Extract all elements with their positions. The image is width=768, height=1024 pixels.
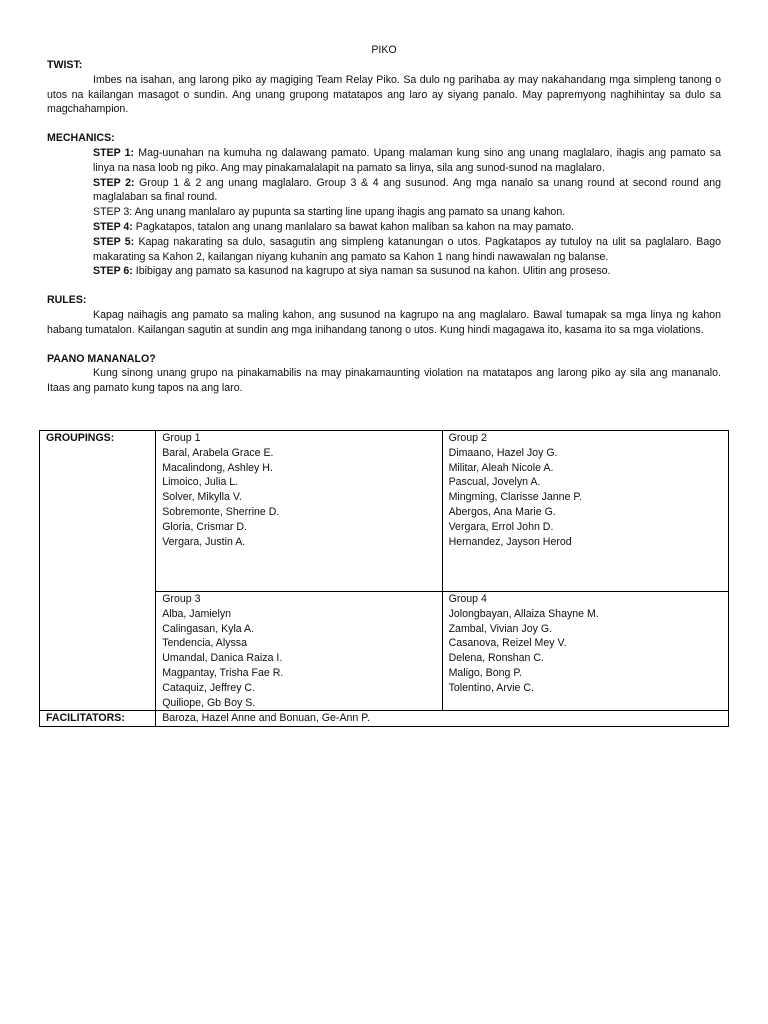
list-item: Baral, Arabela Grace E. — [162, 446, 274, 459]
facilitators-names: Baroza, Hazel Anne and Bonuan, Ge-Ann P. — [156, 711, 729, 727]
list-item: Hernandez, Jayson Herod — [448, 535, 572, 548]
list-item: Tolentino, Arvie C. — [448, 681, 534, 694]
list-item: Dimaano, Hazel Joy G. — [448, 446, 558, 459]
win-text: Kung sinong unang grupo na pinakamabilis na may pinakamaunting violation na matatapos ang larong piko ay sila ang mananalo. Itaas ang pamato kung tapos na ang laro. — [47, 367, 721, 395]
twist-heading: TWIST: — [47, 59, 83, 71]
list-item: Zambal, Vivian Joy G. — [448, 622, 553, 635]
win-heading: PAANO MANANALO? — [47, 352, 156, 365]
list-item: Umandal, Danica Raiza I. — [162, 652, 283, 665]
rules-heading: RULES: — [47, 294, 87, 307]
group-3-cell — [156, 592, 442, 711]
step-text: Pagkatapos, tatalon ang unang manlalaro sa bawat kahon maliban sa kahon na may pamato. — [135, 220, 574, 233]
group-4-cell — [442, 592, 728, 711]
step-label: STEP 2: — [93, 176, 135, 189]
group-name: Group 1 — [162, 432, 201, 444]
table-row — [40, 431, 729, 592]
list-item: Mingming, Clarisse Janne P. — [448, 491, 583, 504]
list-item: Gloria, Crismar D. — [162, 520, 247, 533]
list-item: Solver, Mikylla V. — [162, 491, 242, 504]
spacer — [47, 338, 721, 352]
list-item: Maligo, Bong P. — [448, 666, 522, 679]
step-label: STEP 4: — [93, 220, 133, 233]
step-3 — [93, 205, 721, 220]
mechanics-heading: MECHANICS: — [47, 132, 115, 145]
step-label: STEP 5: — [93, 235, 135, 248]
group-name: Group 2 — [448, 432, 487, 444]
step-text: Kapag nakarating sa dulo, sasagutin ang simpleng katanungan o utos. Pagkatapos ay tutuloy na ulit sa paglalaro. Bago makarating sa Kahon 2, kailangan niyang kuhanin ang pamato sa Kahon 1 nang hindi nawawalan ng balanse. — [93, 235, 721, 263]
group-name: Group 3 — [162, 593, 201, 605]
list-item: Vergara, Errol John D. — [448, 520, 554, 533]
list-item: Abergos, Ana Marie G. — [448, 505, 556, 518]
step-text: Ibibigay ang pamato sa kasunod na kagrupo at siya naman sa susunod na kahon. Ulitin ang proseso. — [135, 265, 611, 278]
list-item: Cataquiz, Jeffrey C. — [162, 681, 256, 694]
group-2-cell — [442, 431, 728, 592]
list-item: Casanova, Reizel Mey V. — [448, 637, 567, 650]
group-name: Group 4 — [448, 593, 487, 605]
list-item: Pascual, Jovelyn A. — [448, 476, 541, 489]
list-item: Macalindong, Ashley H. — [162, 461, 273, 474]
document-title: PIKO — [371, 44, 397, 56]
step-label: STEP 1: — [93, 146, 135, 159]
list-item: Tendencia, Alyssa — [162, 637, 247, 650]
twist-text: Imbes na isahan, ang larong piko ay magiging Team Relay Piko. Sa dulo ng parihaba ay may nakahandang mga simpleng tanong o utos na kailangan masagot o sundin. Ang unang grupong matatapos ang laro ay siyang panalo. May papremyong naghihintay sa dulo sa magchahampion. — [47, 73, 721, 116]
facilitators-label: FACILITATORS: — [40, 711, 156, 727]
step-label: STEP 6: — [93, 265, 133, 278]
groupings-table — [39, 430, 729, 727]
step-2 — [93, 176, 721, 206]
step-4 — [93, 220, 721, 235]
step-6 — [93, 264, 721, 279]
spacer — [47, 117, 721, 131]
list-item: Sobremonte, Sherrine D. — [162, 505, 280, 518]
step-1 — [93, 146, 721, 176]
spacer — [47, 279, 721, 293]
step-text: Group 1 & 2 ang unang maglalaro. Group 3 & 4 ang susunod. Ang mga nanalo sa unang round at second round ang maglalaban sa final round. — [93, 176, 722, 204]
list-item: Jolongbayan, Allaiza Shayne M. — [448, 607, 599, 620]
step-text: STEP 3: Ang unang manlalaro ay pupunta sa starting line upang ihagis ang pamato sa unang kahon. — [93, 206, 566, 219]
step-text: Mag-uunahan na kumuha ng dalawang pamato. Upang malaman kung sino ang unang maglalaro, ihagis ang pamato sa linya na nasa loob ng piko. Ang may pinakamalalapit na pamato sa linya, sila ang sunod-sunod na maglalaro. — [93, 146, 721, 174]
table-row — [40, 711, 729, 727]
list-item: Calingasan, Kyla A. — [162, 622, 255, 635]
list-item: Delena, Ronshan C. — [448, 652, 544, 665]
list-item: Limoico, Julia L. — [162, 476, 239, 489]
list-item: Militar, Aleah Nicole A. — [448, 461, 554, 474]
rules-text: Kapag naihagis ang pamato sa maling kahon, ang susunod na kagrupo na ang maglalaro. Bawal tumapak sa mga linya ng kahon habang tumatalon. Kailangan sagutin at sundin ang mga inihandang tanong o utos. Kung hindi magagawa ito, kasama ito sa mga violations. — [47, 308, 721, 336]
group-1-cell — [156, 431, 442, 592]
list-item: Vergara, Justin A. — [162, 535, 246, 548]
list-item: Alba, Jamielyn — [162, 607, 232, 620]
document-body — [47, 42, 721, 396]
list-item: Quiliope, Gb Boy S. — [162, 696, 256, 709]
step-5 — [93, 235, 721, 265]
list-item: Magpantay, Trisha Fae R. — [162, 666, 284, 679]
groupings-label: GROUPINGS: — [40, 431, 156, 711]
